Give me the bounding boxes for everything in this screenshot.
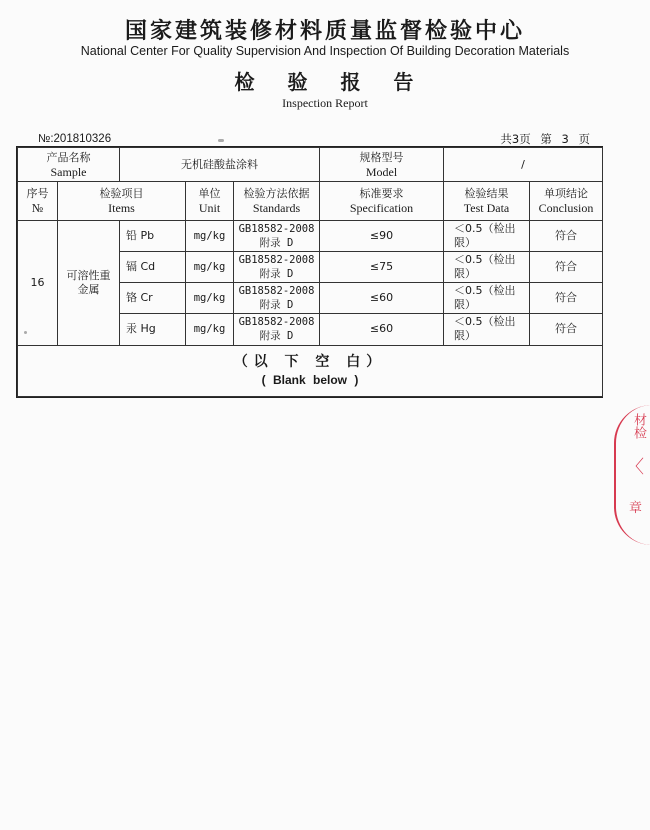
header-conclusion-cn: 单项结论 — [544, 186, 589, 200]
conclusion-cell: 符合 — [530, 314, 603, 345]
item-cell: 汞 Hg — [120, 314, 186, 345]
header-items-en: Items — [108, 200, 135, 215]
unit-cell: mg/kg — [186, 283, 234, 314]
standard-appendix: 附录 D — [259, 299, 294, 312]
seal-stamp-fragment — [610, 405, 650, 545]
result-line2: 限） — [454, 235, 477, 249]
header-unit-cn: 单位 — [198, 186, 221, 200]
result-line1: ＜0.5（检出 — [454, 221, 516, 235]
results-table — [16, 146, 603, 398]
unit-cell: mg/kg — [186, 220, 234, 251]
header-unit-en: Unit — [198, 200, 221, 215]
result-line2: 限） — [454, 329, 477, 343]
sample-value: 无机硅酸盐涂料 — [120, 148, 320, 182]
table-row — [18, 220, 603, 251]
item-cell: 铬 Cr — [120, 283, 186, 314]
item-cell: 镉 Cd — [120, 251, 186, 282]
blank-below-cn: （以 下 空 白） — [233, 353, 387, 370]
report-number: №:201810326 — [38, 133, 112, 145]
stamp-text-top: 材检 — [631, 413, 646, 439]
header-data — [444, 182, 530, 220]
header-items-cn: 检验项目 — [99, 186, 144, 200]
header-spec-cn: 标准要求 — [359, 186, 404, 200]
result-line2: 限） — [454, 298, 477, 312]
header-spec-en: Specification — [349, 200, 414, 215]
org-title-cn: 国家建筑装修材料质量监督检验中心 — [124, 19, 525, 44]
model-label-cn: 规格型号 — [359, 150, 404, 164]
spec-cell: ≤75 — [320, 251, 444, 282]
standard-appendix: 附录 D — [259, 236, 294, 249]
header-no-en: № — [31, 200, 44, 215]
unit-cell: mg/kg — [186, 251, 234, 282]
standard-cell — [234, 283, 320, 314]
model-value: / — [444, 148, 603, 182]
header-standards-en: Standards — [252, 200, 301, 215]
result-cell — [444, 283, 530, 314]
standard-appendix: 附录 D — [259, 330, 294, 343]
blank-row — [18, 345, 603, 396]
org-title-en: National Center For Quality Supervision And Inspection Of Building Decoration Materials — [80, 44, 570, 58]
result-line1: ＜0.5（检出 — [454, 284, 516, 298]
standard-code: GB18582-2008 — [238, 285, 315, 298]
page-info: 共3页 第 3 页 — [500, 132, 590, 146]
header-no-cn: 序号 — [26, 186, 49, 200]
report-title-en: Inspection Report — [282, 96, 368, 110]
header-row — [18, 182, 603, 220]
header-conclusion — [530, 182, 603, 220]
conclusion-cell: 符合 — [530, 283, 603, 314]
header-standards-cn: 检验方法依据 — [243, 186, 310, 200]
conclusion-cell: 符合 — [530, 220, 603, 251]
model-label-en: Model — [365, 164, 398, 179]
blank-below-cell — [18, 345, 603, 396]
group-no: 16 — [18, 220, 58, 345]
result-cell — [444, 314, 530, 345]
sample-label-en: Sample — [50, 164, 87, 179]
standard-cell — [234, 220, 320, 251]
standard-code: GB18582-2008 — [238, 222, 315, 235]
unit-cell: mg/kg — [186, 314, 234, 345]
item-cell: 铅 Pb — [120, 220, 186, 251]
sample-label-cn: 产品名称 — [46, 150, 91, 164]
header-conclusion-en: Conclusion — [538, 200, 594, 215]
stamp-text-mid: 〈 — [626, 457, 644, 478]
result-line2: 限） — [454, 266, 477, 280]
spec-cell: ≤60 — [320, 314, 444, 345]
header-items — [58, 182, 186, 220]
header-standards — [234, 182, 320, 220]
sample-label — [18, 148, 120, 182]
result-line1: ＜0.5（检出 — [454, 315, 516, 329]
model-label — [320, 148, 444, 182]
group-name — [58, 220, 120, 345]
blank-below-en: ( Blank below ) — [261, 372, 359, 387]
header-unit — [186, 182, 234, 220]
stamp-text-bottom: 章 — [628, 501, 642, 516]
spec-cell: ≤60 — [320, 283, 444, 314]
result-cell — [444, 220, 530, 251]
header-no — [18, 182, 58, 220]
group-name-line1: 可溶性重 — [66, 268, 111, 282]
group-name-line2: 金属 — [77, 282, 100, 296]
sample-row — [18, 148, 603, 182]
header-data-cn: 检验结果 — [464, 186, 509, 200]
standard-code: GB18582-2008 — [238, 253, 315, 266]
spec-cell: ≤90 — [320, 220, 444, 251]
standard-code: GB18582-2008 — [238, 316, 315, 329]
conclusion-cell: 符合 — [530, 251, 603, 282]
report-title-cn: 检 验 报 告 — [234, 70, 416, 94]
header-spec — [320, 182, 444, 220]
result-line1: ＜0.5（检出 — [454, 252, 516, 266]
scan-speck — [218, 139, 224, 142]
standard-appendix: 附录 D — [259, 267, 294, 280]
standard-cell — [234, 314, 320, 345]
header-data-en: Test Data — [463, 200, 510, 215]
standard-cell — [234, 251, 320, 282]
result-cell — [444, 251, 530, 282]
